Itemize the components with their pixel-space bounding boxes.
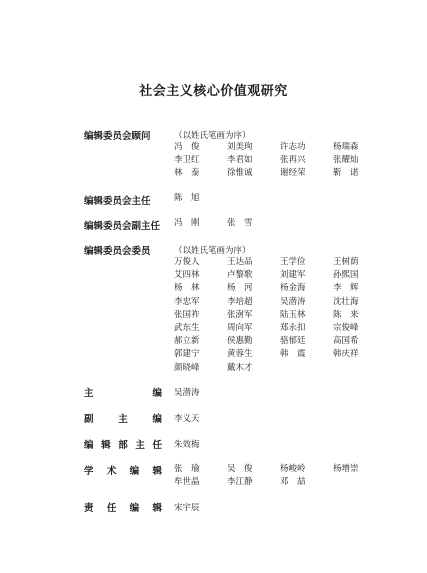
person-name: 李卫红 bbox=[174, 155, 200, 166]
book-title: 社会主义核心价值观研究 bbox=[139, 84, 288, 99]
person-name: 韩 震 bbox=[280, 349, 306, 360]
person-name: 骆郁廷 bbox=[280, 336, 306, 347]
deputy-editor-name: 李义天 bbox=[174, 414, 200, 424]
person-name: 陈 来 bbox=[333, 309, 359, 320]
person-name: 孙熙国 bbox=[333, 270, 359, 281]
person-name: 张 瑜 bbox=[174, 464, 200, 474]
person-name: 杨峻岭 bbox=[280, 464, 306, 474]
person-name: 张国祚 bbox=[174, 309, 200, 320]
person-name: 徐惟诚 bbox=[227, 168, 253, 179]
director-names bbox=[174, 193, 386, 204]
vice-director-names bbox=[174, 218, 386, 229]
person-name: 冯 俊 bbox=[174, 142, 200, 152]
person-name: 王达品 bbox=[227, 257, 253, 267]
person-name: 牟世晶 bbox=[174, 477, 200, 488]
label-char: 任 bbox=[152, 440, 162, 451]
person-name: 谢经荣 bbox=[280, 168, 306, 179]
label-char: 编 bbox=[129, 503, 140, 514]
chief-editor-name: 吴潜涛 bbox=[174, 388, 200, 398]
person-name: 陆玉林 bbox=[280, 309, 306, 320]
label-char: 术 bbox=[106, 466, 117, 477]
person-name: 卢黎歌 bbox=[227, 270, 253, 281]
person-name: 张 雪 bbox=[227, 218, 253, 228]
label-char: 编 bbox=[152, 388, 162, 399]
person-name: 侯惠勤 bbox=[227, 336, 253, 347]
person-name: 李君如 bbox=[227, 155, 253, 166]
label-char: 部 bbox=[118, 440, 128, 451]
person-name: 杨 河 bbox=[227, 283, 253, 294]
label-char: 副 bbox=[84, 414, 94, 425]
advisors-label: 编辑委员会顾问 bbox=[84, 131, 151, 142]
person-name: 艾四林 bbox=[174, 270, 200, 281]
person-name: 沈壮海 bbox=[333, 296, 359, 307]
person-name: 王树荫 bbox=[333, 257, 359, 267]
label-char: 编 bbox=[129, 466, 140, 477]
person-name: 郭建宁 bbox=[174, 349, 200, 360]
academic-editors-label bbox=[84, 463, 162, 477]
label-char: 主 bbox=[118, 414, 128, 425]
person-name: 李 辉 bbox=[333, 283, 359, 294]
director-label: 编辑委员会主任 bbox=[84, 196, 151, 207]
person-name: 张再兴 bbox=[280, 155, 306, 166]
label-char: 主 bbox=[135, 440, 145, 451]
person-name: 李忠军 bbox=[174, 296, 200, 307]
responsible-editor-name: 宋宇辰 bbox=[174, 503, 200, 513]
editorial-dept-name: 朱效梅 bbox=[174, 440, 200, 450]
person-name: 韩庆祥 bbox=[333, 349, 359, 360]
person-name: 杨增崇 bbox=[333, 464, 359, 474]
person-name: 黄蓉生 bbox=[227, 349, 253, 360]
person-name: 杨金海 bbox=[280, 283, 306, 294]
label-char: 责 bbox=[84, 503, 94, 514]
label-char: 辑 bbox=[152, 466, 162, 477]
person-name: 刘美珣 bbox=[227, 142, 253, 152]
deputy-editor-label bbox=[84, 411, 162, 425]
person-name: 陈 旭 bbox=[174, 193, 200, 203]
editorial-dept-label bbox=[84, 437, 162, 451]
person-name: 张澍军 bbox=[227, 309, 253, 320]
responsible-editor-label bbox=[84, 500, 162, 514]
person-name: 王学俭 bbox=[280, 257, 306, 267]
person-name: 郝立新 bbox=[174, 336, 200, 347]
members-names bbox=[174, 257, 386, 374]
academic-editors-names bbox=[174, 464, 386, 488]
advisors-names bbox=[174, 142, 386, 179]
person-name: 林 泰 bbox=[174, 168, 200, 179]
person-name: 杨 林 bbox=[174, 283, 200, 294]
person-name: 靳 诺 bbox=[333, 168, 359, 179]
person-name: 邓 喆 bbox=[280, 477, 306, 488]
advisors-note: （以姓氏笔画为序） bbox=[174, 131, 251, 141]
person-name: 吴潜涛 bbox=[280, 296, 306, 307]
label-char: 编 bbox=[84, 440, 94, 451]
person-name: 张耀灿 bbox=[333, 155, 359, 166]
person-name: 周向军 bbox=[227, 322, 253, 333]
person-name: 颜晓峰 bbox=[174, 362, 200, 373]
person-name: 郑永扣 bbox=[280, 322, 306, 333]
person-name: 戴木才 bbox=[227, 362, 253, 373]
person-name: 万俊人 bbox=[174, 257, 200, 267]
person-name: 杨瑞森 bbox=[333, 142, 359, 152]
person-name: 许志功 bbox=[280, 142, 306, 152]
person-name: 武东生 bbox=[174, 322, 200, 333]
person-name: 冯 刚 bbox=[174, 218, 200, 228]
person-name: 李培超 bbox=[227, 296, 253, 307]
label-char: 辑 bbox=[152, 503, 162, 514]
person-name: 李江静 bbox=[227, 477, 253, 488]
label-char: 辑 bbox=[101, 440, 111, 451]
vice-director-label: 编辑委员会副主任 bbox=[84, 221, 161, 232]
label-char: 任 bbox=[106, 503, 117, 514]
members-note: （以姓氏笔画为序） bbox=[174, 246, 251, 256]
label-char: 学 bbox=[84, 466, 94, 477]
label-char: 主 bbox=[84, 388, 94, 399]
members-label: 编辑委员会委员 bbox=[84, 246, 151, 257]
person-name: 刘建军 bbox=[280, 270, 306, 281]
label-char: 编 bbox=[152, 414, 162, 425]
person-name: 吴 俊 bbox=[227, 464, 253, 474]
person-name: 宗俊峰 bbox=[333, 322, 359, 333]
person-name: 高国希 bbox=[333, 336, 359, 347]
chief-editor-label bbox=[84, 385, 162, 399]
